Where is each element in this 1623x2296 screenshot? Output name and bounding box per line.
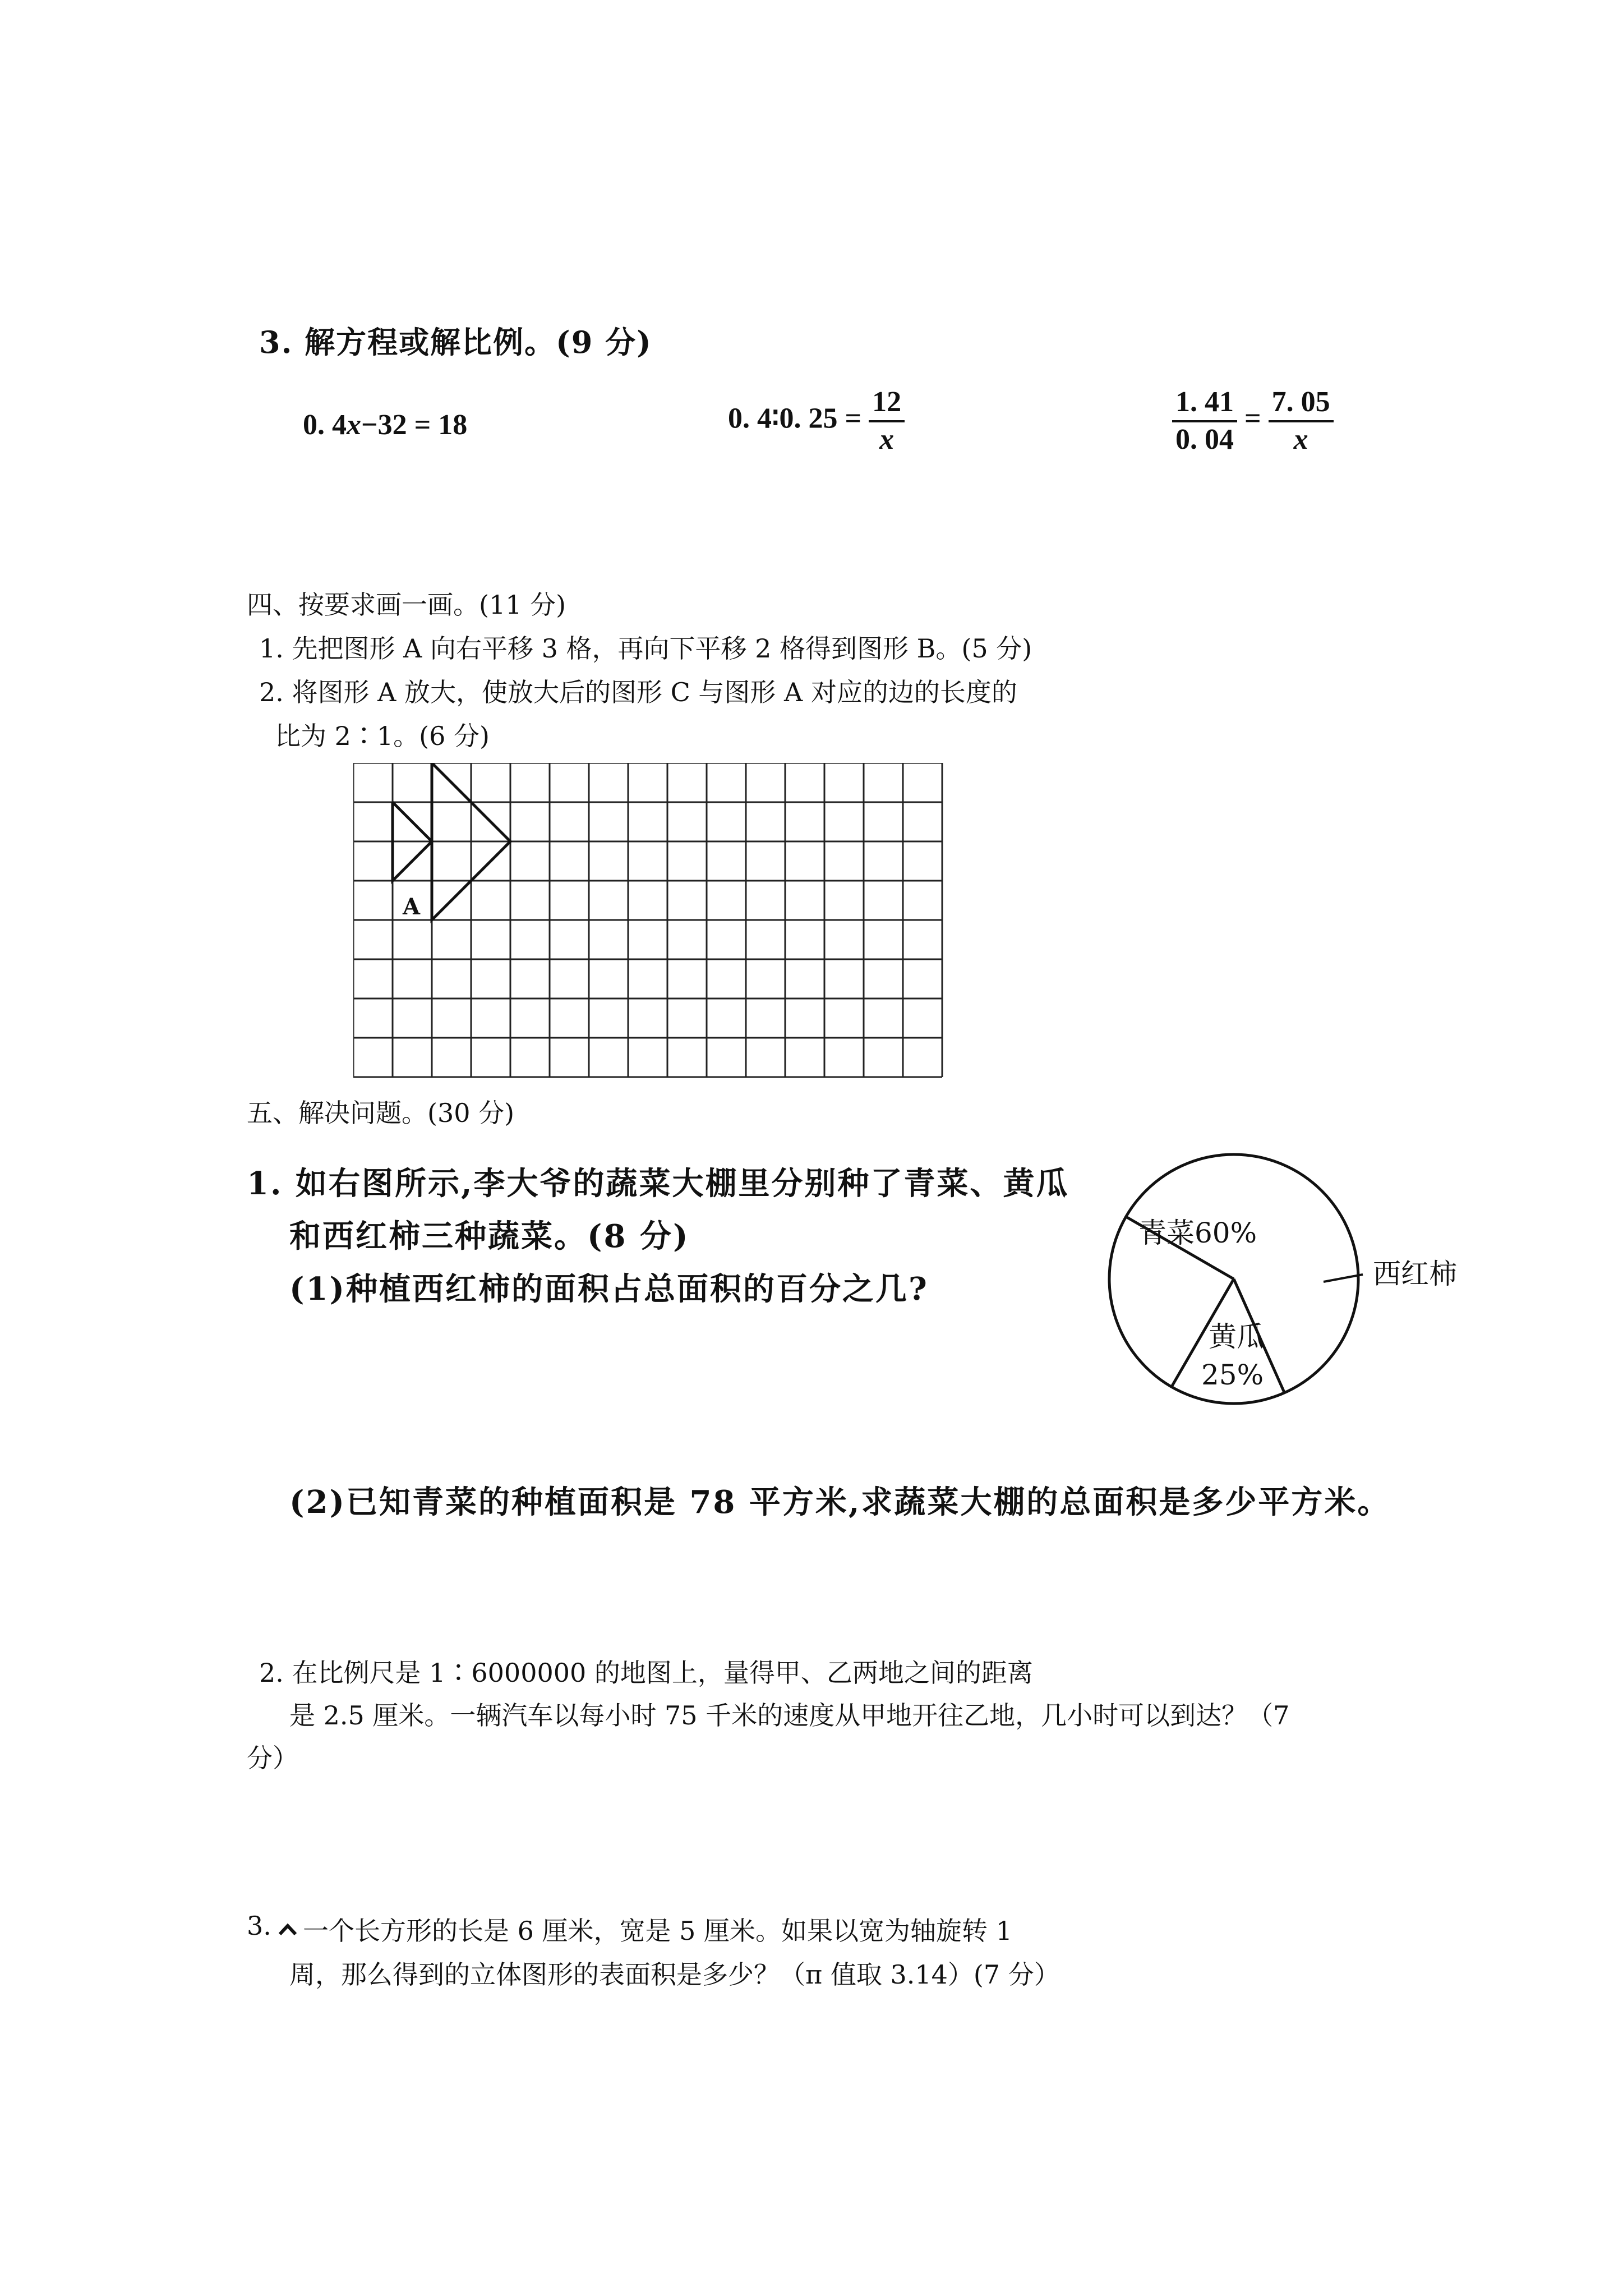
equation-3-fraction-left xyxy=(1172,387,1237,455)
equation-2-numerator: 12 xyxy=(869,387,905,422)
section5-question-3-number: 3. xyxy=(247,1911,271,1941)
section5-question-2-line-3: 分） xyxy=(247,1743,298,1773)
equation-2-fraction xyxy=(869,387,905,455)
section5-question-1-line-1: 1. 如右图所示,李大爷的蔬菜大棚里分别种了青菜、黄瓜 xyxy=(247,1165,1069,1202)
section5-question-1-sub-1: (1)种植西红柿的面积占总面积的百分之几? xyxy=(289,1271,929,1308)
equation-3-equals: = xyxy=(1244,402,1261,435)
section5-question-3-line-1: 一个长方形的长是 6 厘米，宽是 5 厘米。如果以宽为轴旋转 1 xyxy=(303,1916,1012,1946)
equation-3 xyxy=(1172,387,1334,455)
section5-question-2-line-1: 2. 在比例尺是 1∶6000000 的地图上，量得甲、乙两地之间的距离 xyxy=(259,1658,1033,1688)
section3-title: 3. 解方程或解比例。(9 分) xyxy=(259,324,652,360)
section5-question-1-sub-2: (2)已知青菜的种植面积是 78 平方米,求蔬菜大棚的总面积是多少平方米。 xyxy=(289,1484,1391,1521)
pie-label-qingcai: 青菜60% xyxy=(1138,1217,1257,1249)
equation-1-rest: −32 = 18 xyxy=(361,409,468,441)
equation-2 xyxy=(728,387,905,455)
equation-1-var: x xyxy=(347,409,361,441)
equation-1-coef: 0. 4 xyxy=(303,409,347,441)
caret-mark-icon xyxy=(278,1923,297,1936)
equation-2-lhs: 0. 4∶0. 25 = xyxy=(728,402,862,435)
grid-lines xyxy=(353,763,942,1077)
pie-label-huanggua-percent: 25% xyxy=(1201,1359,1264,1391)
section4-question-1: 1. 先把图形 A 向右平移 3 格，再向下平移 2 格得到图形 B。(5 分) xyxy=(259,633,1032,664)
section4-title: 四、按要求画一画。(11 分) xyxy=(247,590,566,620)
section5-question-3-line-2: 周，那么得到的立体图形的表面积是多少？（π 值取 3.14）(7 分） xyxy=(289,1959,1060,1990)
equation-1 xyxy=(303,408,467,441)
shape-a-label: A xyxy=(403,894,421,920)
equation-2-denominator: x xyxy=(879,423,895,455)
equation-3-fraction-right xyxy=(1269,387,1334,455)
grid-drawing xyxy=(353,763,948,1088)
pie-label-xihongshi: 西红柿 xyxy=(1373,1258,1457,1290)
section5-title: 五、解决问题。(30 分) xyxy=(247,1098,515,1128)
equation-3-denominator-right: x xyxy=(1293,423,1308,455)
equation-3-numerator-left: 1. 41 xyxy=(1172,387,1237,422)
section5-question-1-line-2: 和西红柿三种蔬菜。(8 分) xyxy=(289,1218,690,1255)
pie-label-huanggua-name: 黄瓜 xyxy=(1209,1320,1265,1353)
section4-question-2-line-1: 2. 将图形 A 放大，使放大后的图形 C 与图形 A 对应的边的长度的 xyxy=(259,677,1017,707)
equation-3-denominator-left: 0. 04 xyxy=(1175,423,1234,455)
vegetable-pie-chart xyxy=(1099,1144,1514,1425)
section5-question-2-line-2: 是 2.5 厘米。一辆汽车以每小时 75 千米的速度从甲地开往乙地，几小时可以到达？（7 xyxy=(289,1700,1290,1731)
equation-3-numerator-right: 7. 05 xyxy=(1269,387,1334,422)
section4-question-2-line-2: 比为 2∶1。(6 分) xyxy=(275,721,490,751)
